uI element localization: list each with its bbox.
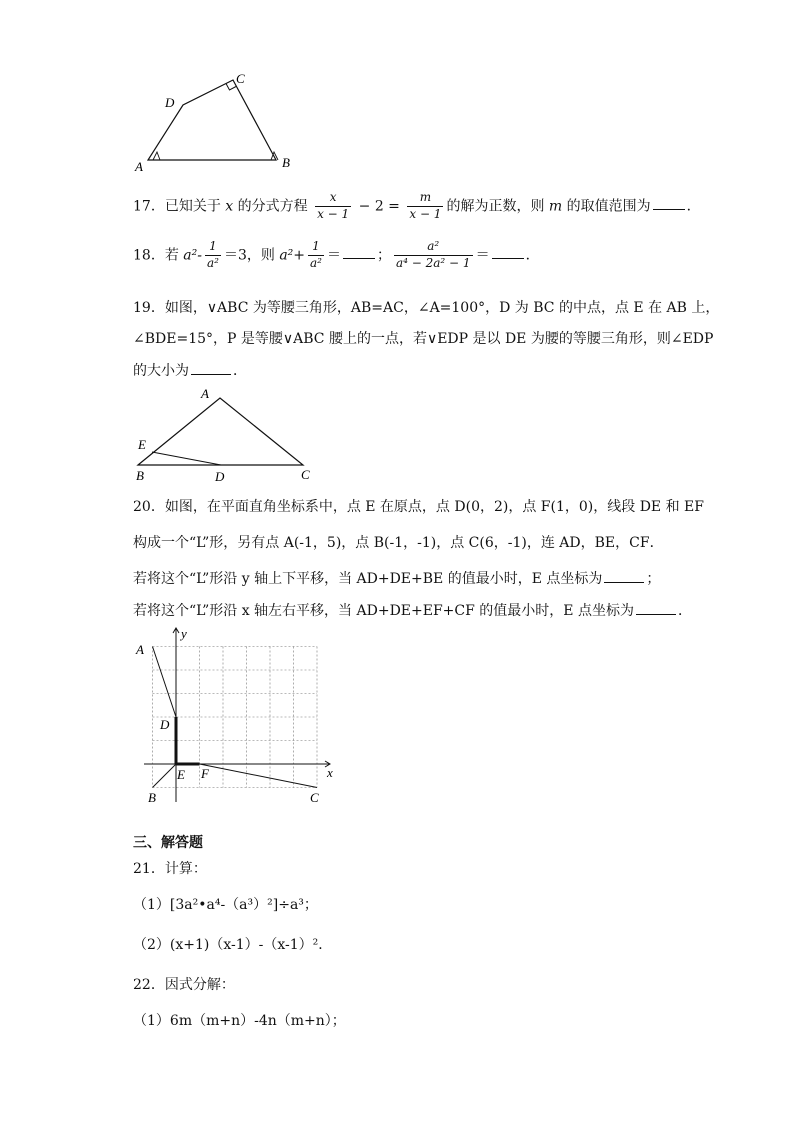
fraction-x-over-x-minus-1: $\frac{x}{x - 1}$ xyxy=(317,190,350,221)
label-D: D xyxy=(215,469,225,484)
segment-CF xyxy=(200,764,318,788)
answer-blank-2[interactable] xyxy=(492,246,524,259)
fraction-a2-over-poly: $\frac{\text{a²}}{\text{a⁴ − 2a² − 1}}$ xyxy=(395,239,471,270)
label-B: B xyxy=(148,790,156,805)
label-F: F xyxy=(201,766,209,781)
question-17: 17．已知关于 x 的分式方程 $\frac{x}{x - 1}$ − 2 = $\frac{m}{x - 1}$ 的解为正数，则 m 的取值范围为 ． xyxy=(133,190,701,221)
quadrilateral-figure xyxy=(130,68,300,174)
answer-blank[interactable] xyxy=(653,197,685,210)
label-E: E xyxy=(177,767,185,782)
label-D: D xyxy=(160,717,170,732)
triangle-shape xyxy=(138,398,303,465)
segment-AD xyxy=(153,647,177,718)
question-19-line1: 19．如图，∨ABC 为等腰三角形，AB=AC，∠A=100°，D 为 BC 的中点，点 E 在 AB 上， xyxy=(133,300,720,316)
coordinate-grid-figure xyxy=(130,622,350,808)
question-19-line2: ∠BDE=15°，P 是等腰∨ABC 腰上的一点，若∨EDP 是以 DE 为腰的等腰三角形，则∠EDP xyxy=(133,331,714,347)
question-21-part2: （2）(x+1)（x-1）-（x-1）²． xyxy=(133,937,333,953)
answer-blank-1[interactable] xyxy=(604,570,644,583)
label-C: C xyxy=(236,71,245,86)
answer-blank-2[interactable] xyxy=(636,602,676,615)
fraction-1-over-a2-b: $\frac{1}{\text{a²}}$ xyxy=(310,239,322,270)
section-heading: 三、解答题 xyxy=(133,835,203,851)
segment-ED xyxy=(152,452,221,465)
label-x: x xyxy=(327,765,333,780)
question-20-line3: 若将这个“L”形沿 y 轴上下平移，当 AD+DE+BE 的值最小时，E 点坐标为 ； xyxy=(133,571,661,587)
quadrilateral-shape xyxy=(148,80,276,160)
question-22-title: 22．因式分解： xyxy=(133,977,235,993)
triangle-figure xyxy=(133,384,323,484)
label-D: D xyxy=(165,95,175,110)
label-B: B xyxy=(136,468,144,483)
answer-blank-1[interactable] xyxy=(343,246,375,259)
question-21-title: 21．计算： xyxy=(133,861,207,877)
fraction-1-over-a2: $\frac{1}{\text{a²}}$ xyxy=(206,239,219,270)
label-A: A xyxy=(135,159,143,174)
label-B: B xyxy=(282,155,290,170)
label-A: A xyxy=(136,642,144,657)
question-18: 18．若 a²- $\frac{1}{\text{a²}}$ ＝3，则 a²+ $\frac{1}{\text{a²}}$ ＝ ； $\frac{\text{a²}}{\text{a⁴ − 2a² − 1}}$ ＝ ． xyxy=(133,239,540,270)
label-E: E xyxy=(138,437,146,452)
question-20-line2: 构成一个“L”形，另有点 A(-1，5)，点 B(-1，-1)，点 C(6，-1)，连 AD，BE，CF． xyxy=(133,535,664,551)
label-C: C xyxy=(301,467,310,482)
answer-blank[interactable] xyxy=(191,362,231,375)
label-A: A xyxy=(201,386,209,401)
question-22-part1: （1）6m（m+n）-4n（m+n）； xyxy=(133,1013,346,1029)
label-C: C xyxy=(310,790,319,805)
segment-BE xyxy=(153,764,177,788)
question-20-line4: 若将这个“L”形沿 x 轴左右平移，当 AD+DE+EF+CF 的值最小时，E 点坐标为 ． xyxy=(133,603,692,619)
fraction-m-over-x-minus-1: $\frac{m}{x - 1}$ xyxy=(409,190,442,221)
question-21-part1: （1）[3a²•a⁴-（a³）²]÷a³； xyxy=(133,897,318,913)
label-y: y xyxy=(181,626,187,641)
question-19-line3: 的大小为 ． xyxy=(133,363,247,379)
question-20-line1: 20．如图，在平面直角坐标系中，点 E 在原点，点 D(0，2)，点 F(1，0)，线段 DE 和 EF xyxy=(133,499,704,515)
